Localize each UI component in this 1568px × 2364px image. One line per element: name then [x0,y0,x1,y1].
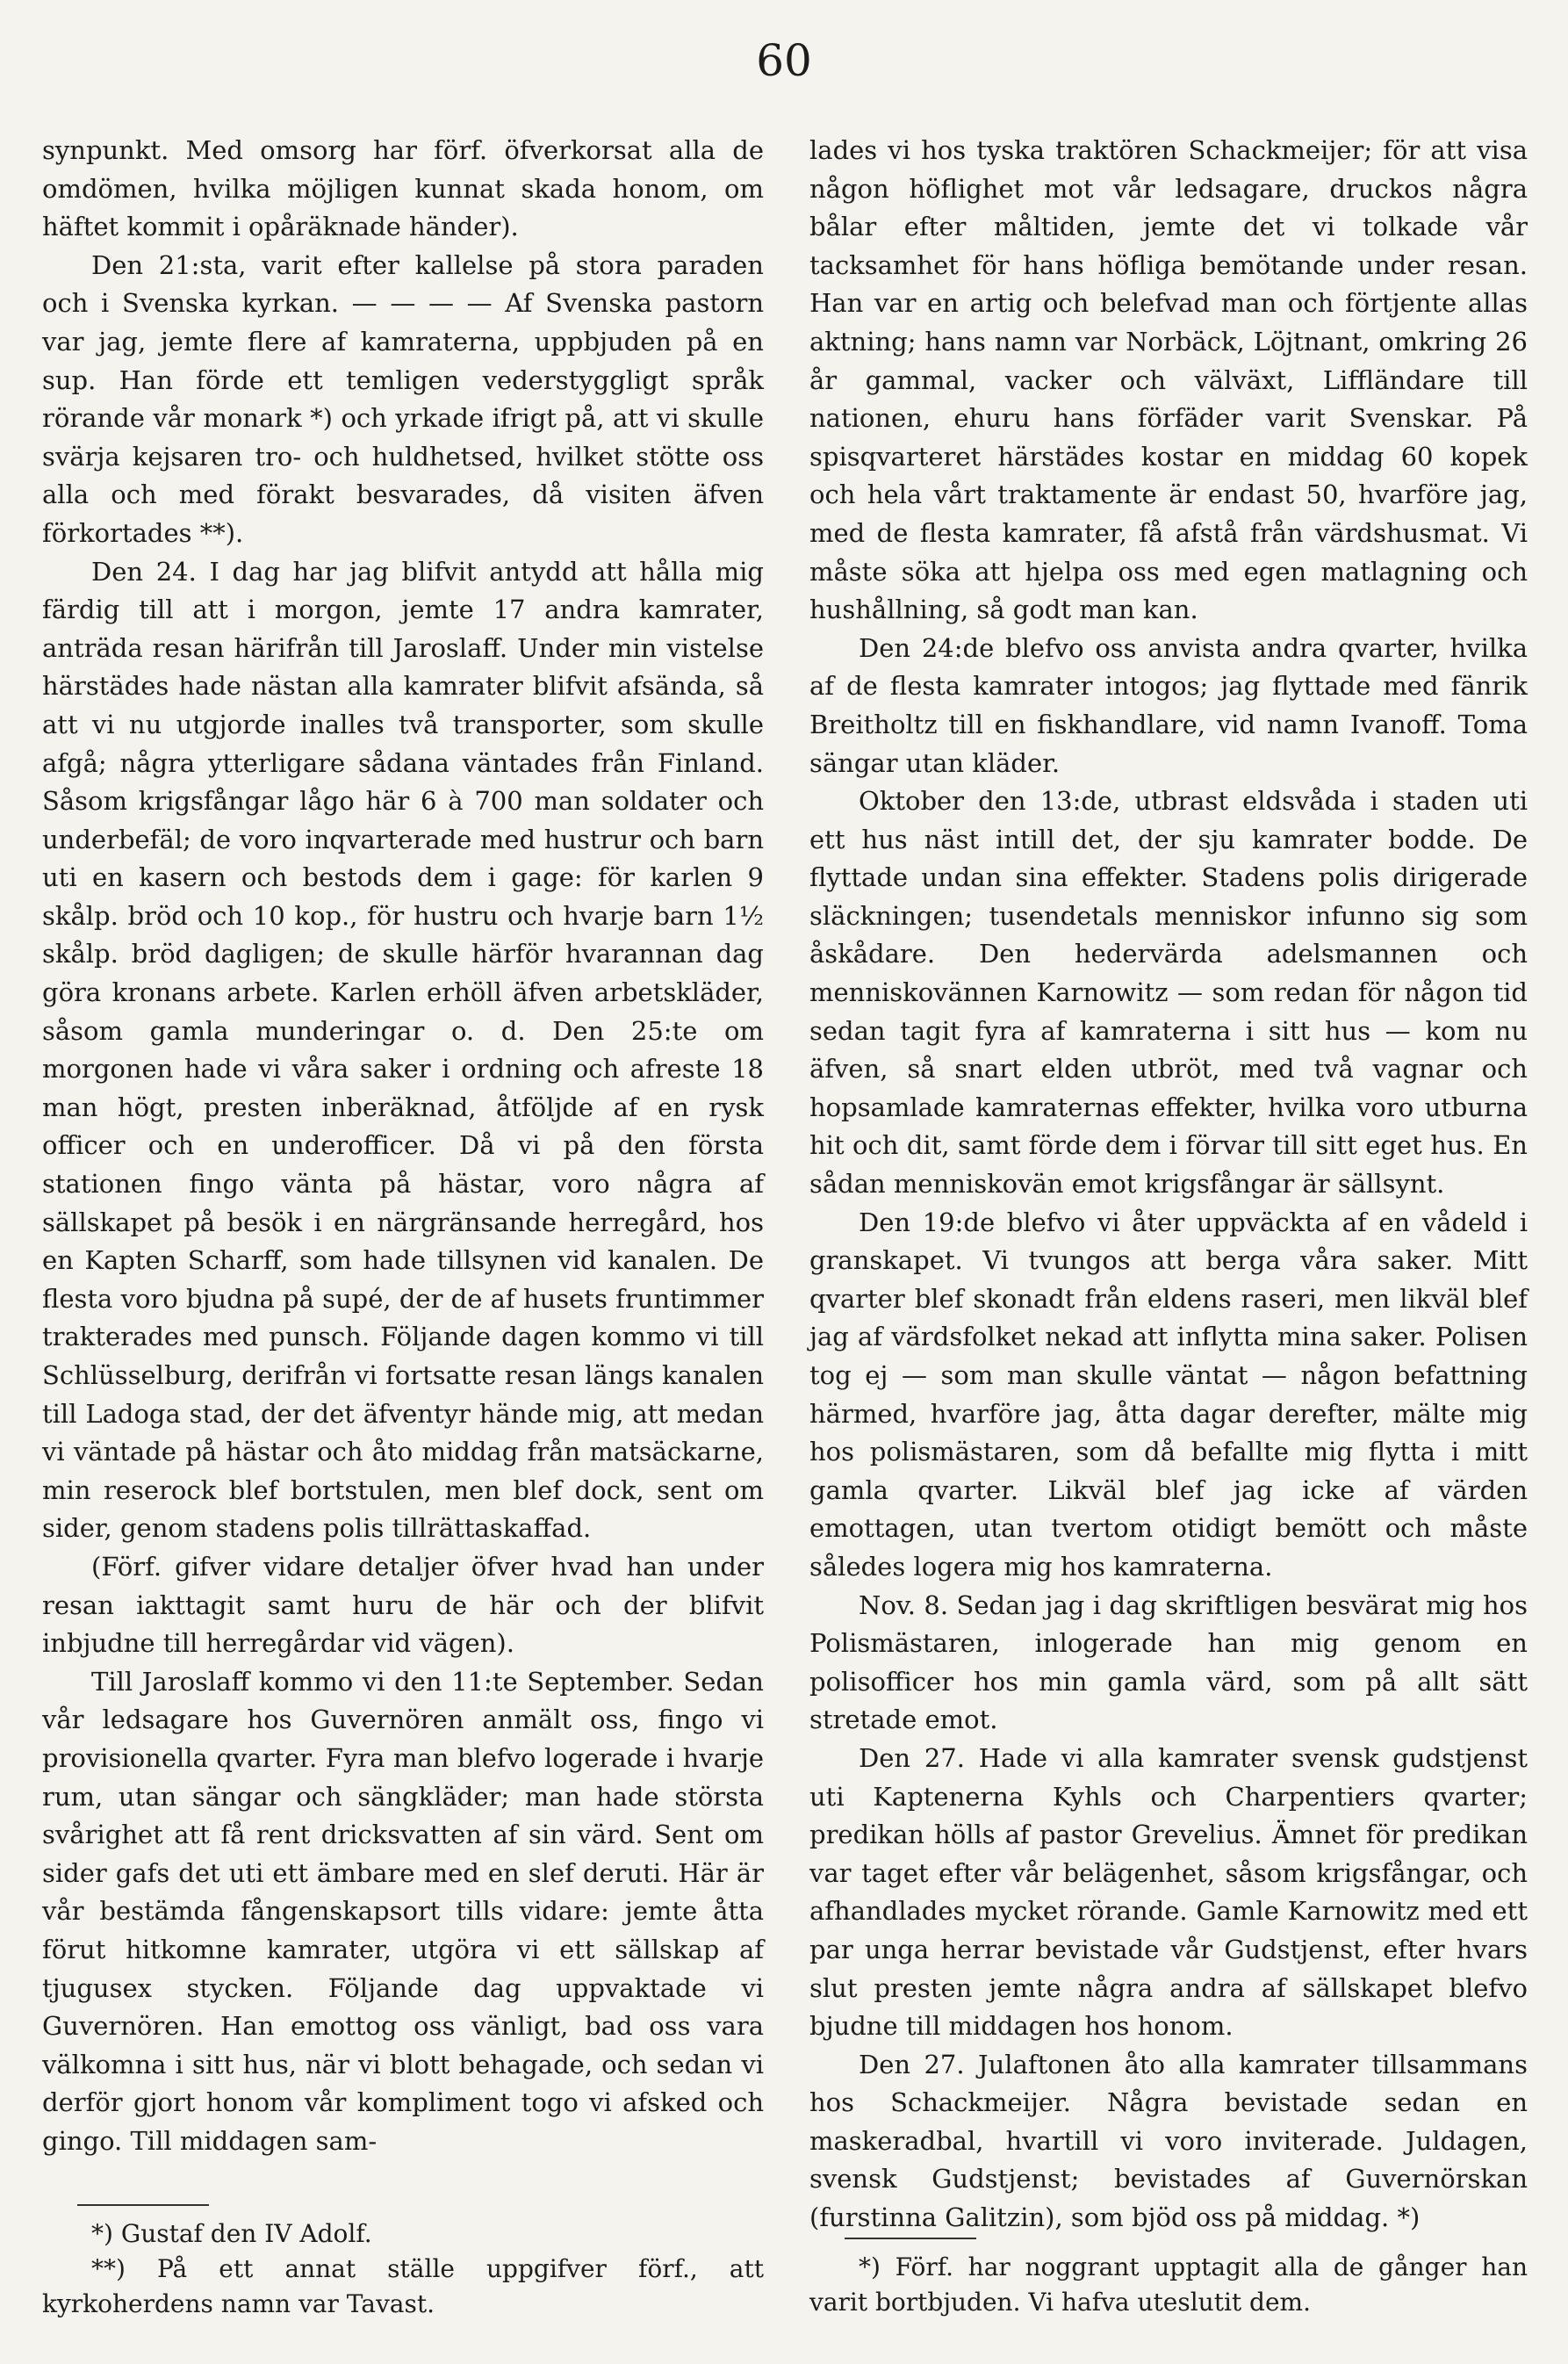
paragraph: synpunkt. Med omsorg har förf. öfverkorsat alla de omdömen, hvilka möjligen kunnat skada honom, om häftet kommit i opåräknade händer). [42,135,764,242]
paragraph: (Förf. gifver vidare detaljer öfver hvad han under resan iakttagit samt huru de här och der blifvit inbjudne till herregårdar vid vägen). [42,1551,764,1659]
paragraph: Den 27. Julaftonen åto alla kamrater tillsammans hos Schackmeijer. Några bevistade sedan en maskeradbal, hvartill vi voro inviterade. Juldagen, svensk Gudstjenst; bevistades af Guvernörskan (furstinna Galitzin), som bjöd oss på middag. *) [809,2049,1528,2233]
paragraph: Den 21:sta, varit efter kallelse på stora paraden och i Svenska kyrkan. — — — — Af Svenska pastorn var jag, jemte flere af kamraterna, uppbjuden på en sup. Han förde ett temligen vederstyggligt språk rörande vår monark *) och yrkade ifrigt på, att vi skulle svärja kejsaren tro- och huldhetsed, hvilket stötte oss alla och med förakt besvarades, då visiten äfven förkortades **). [42,249,764,548]
paragraph: Den 24:de blefvo oss anvista andra qvarter, hvilka af de flesta kamrater intogos; jag flyttade med fänrik Breitholtz till en fiskhandlare, vid namn Ivanoff. Toma sängar utan kläder. [809,632,1528,778]
footnote: **) På ett annat ställe uppgifver förf., att kyrkoherdens namn var Tavast. [42,2254,764,2318]
footnote-rule [77,2204,209,2206]
paragraph: Den 24. I dag har jag blifvit antydd att hålla mig färdig till att i morgon, jemte 17 andra kamrater, anträda resan härifrån till Jaroslaff. Under min vistelse härstädes hade nästan alla kamrater blifvit afsända, så att vi nu utgjorde inalles två transporter, som skulle afgå; några ytterligare sådana väntades från Finland. Såsom krigsfångar lågo här 6 à 700 man soldater och underbefäl; de voro inqvarterade med hustrur och barn uti en kasern och bestods dem i gage: för karlen 9 skålp. bröd och 10 kop., för hustru och hvarje barn 1½ skålp. bröd dagligen; de skulle härför hvarannan dag göra kronans arbete. Karlen erhöll äfven arbetskläder, såsom gamla munderingar o. d. Den 25:te om morgonen hade vi våra saker i ordning och afreste 18 man högt, presten inberäknad, åtföljde af en rysk officer och en underofficer. Då vi på den första stationen fingo vänta på hästar, voro några af sällskapet på besök i en närgränsande herregård, hos en Kapten Scharff, som hade tillsynen vid kanalen. De flesta voro bjudna på supé, der de af husets fruntimmer trakterades med punsch. Följande dagen kommo vi till Schlüsselburg, derifrån vi fortsatte resan längs kanalen till Ladoga stad, der det äfventyr hände mig, att medan vi väntade på hästar och åto middag från matsäckarne, min reserock blef bortstulen, men blef dock, sent om sider, genom stadens polis tillrättaskaffad. [42,556,764,1544]
paragraph: lades vi hos tyska traktören Schackmeijer; för att visa någon höflighet mot vår ledsagare, druckos några bålar efter måltiden, jemte det vi tolkade vår tacksamhet för hans höfliga bemötande under resan. Han var en artig och belefvad man och förtjente allas aktning; hans namn var Norbäck, Löjtnant, omkring 26 år gammal, vacker och välväxt, Liffländare till nationen, ehuru hans förfäder varit Svenskar. På spisqvarteret härstädes kostar en middag 60 kopek och hela vårt traktamente är endast 50, hvarföre jag, med de flesta kamrater, få afstå från värdshusmat. Vi måste söka att hjelpa oss med egen matlagning och hushållning, så godt man kan. [809,135,1528,625]
paragraph: Oktober den 13:de, utbrast eldsvåda i staden uti ett hus näst intill det, der sju kamrater bodde. De flyttade undan sina effekter. Stadens polis dirigerade släckningen; tusendetals menniskor infunno sig som åskådare. Den hedervärda adelsmannen och menniskovännen Karnowitz — som redan för någon tid sedan tagit fyra af kamraterna i sitt hus — kom nu äfven, så snart elden utbröt, med två vagnar och hopsamlade kamraternas effekter, hvilka voro utburna hit och dit, samt förde dem i förvar till sitt eget hus. En sådan menniskovän emot krigsfångar är sällsynt. [809,786,1528,1200]
paragraph: Till Jaroslaff kommo vi den 11:te September. Sedan vår ledsagare hos Guvernören anmält oss, fingo vi provisionella qvarter. Fyra man blefvo logerade i hvarje rum, utan sängar och sängkläder; man hade största svårighet att få rent dricksvatten af sin värd. Sent om sider gafs det uti ett ämbare med en slef deruti. Här är vår bestämda fångenskapsort tills vidare: jemte åtta förut hitkomne kamrater, utgöra vi ett sällskap af tjugusex stycken. Följande dag uppvaktade vi Guvernören. Han emottog oss vänligt, bad oss vara välkomna i sitt hus, när vi blott behagade, och sedan vi derför gjort honom vår kompliment togo vi afsked och gingo. Till middagen sam- [42,1666,764,2156]
footnote-rule [845,2238,976,2239]
right-footnotes [809,2238,1528,2320]
footnote: *) Förf. har noggrant upptagit alla de gånger han varit bortbjuden. Vi hafva uteslutit dem. [809,2252,1528,2317]
paragraph: Nov. 8. Sedan jag i dag skriftligen besvärat mig hos Polismästaren, inlogerade han mig genom en polisofficer hos min gamla värd, som på allt sätt stretade emot. [809,1589,1528,1735]
page-number: 60 [756,35,812,86]
left-footnotes [42,2204,764,2322]
footnote: *) Gustaf den IV Adolf. [91,2219,372,2248]
paragraph: Den 27. Hade vi alla kamrater svensk gudstjenst uti Kaptenerna Kyhls och Charpentiers qvarter; predikan hölls af pastor Grevelius. Ämnet för predikan var taget efter vår belägenhet, såsom krigsfångar, och afhandlades mycket rörande. Gamle Karnowitz med ett par unga herrar bevistade vår Gudstjenst, efter hvars slut presten jemte några andra af sällskapet blefvo bjudne till middagen hos honom. [809,1742,1528,2042]
left-column [42,132,764,2160]
right-column [809,132,1528,2238]
paragraph: Den 19:de blefvo vi åter uppväckta af en vådeld i granskapet. Vi tvungos att berga våra saker. Mitt qvarter blef skonadt från eldens raseri, men likväl blef jag af värdsfolket nekad att inflytta mina saker. Polisen tog ej — som man skulle väntat — någon befattning härmed, hvarföre jag, åtta dagar derefter, mälte mig hos polismästaren, som då befallte mig flytta i mitt gamla qvarter. Likväl blef jag icke af värden emottagen, utan tvertom otidigt bemött och måste således logera mig hos kamraterna. [809,1207,1528,1582]
